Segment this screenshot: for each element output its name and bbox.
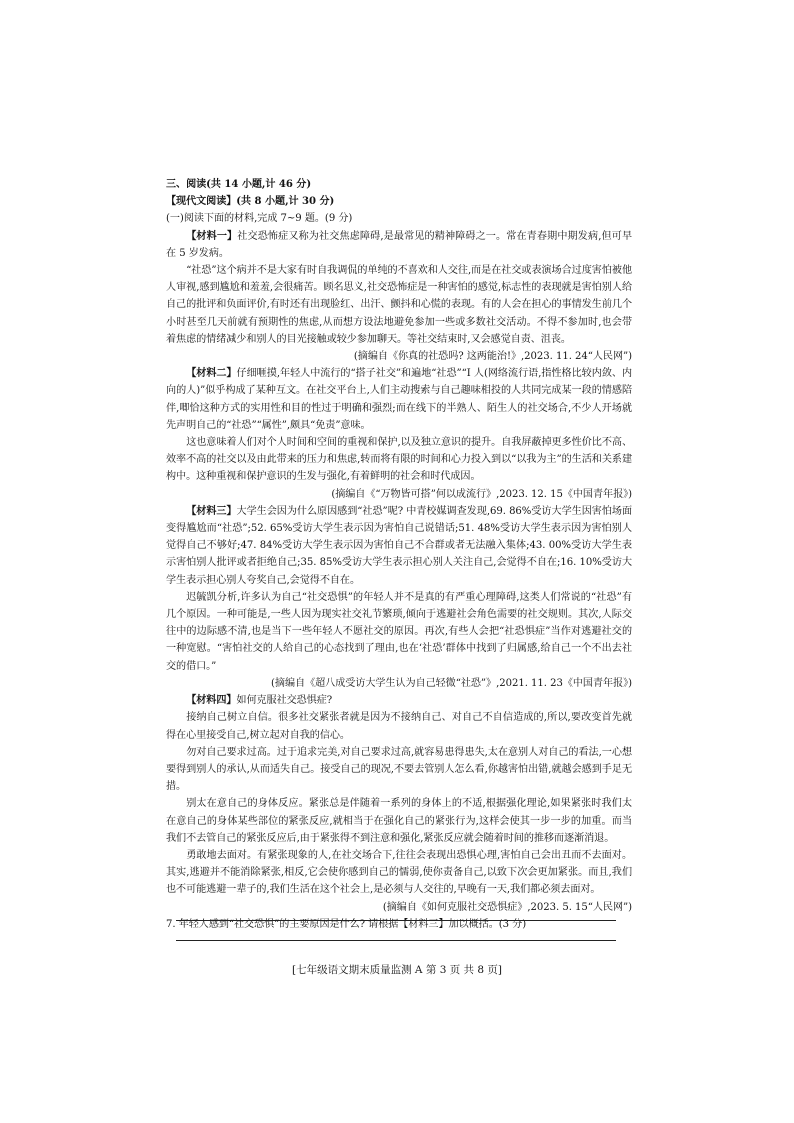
question-7: 7. 年轻人感到“社交恐惧”的主要原因是什么? 请根据【材料三】加以概括。(3 分) bbox=[166, 918, 527, 930]
material3-text1: 大学生会因为什么原因感到“社恐”呢? 中青校媒调查发现,69. 86%受访大学生因害怕场面变得尴尬而“社恐”;52. 65%受访大学生表示因为害怕自己说错话;51. 48%受访大学生表示因为害怕别人觉得自己不够好;47. 84%受访大学生表示因为害怕自己不合群或者无法融入集体;43. 00%受访大学生表示害怕别人批评或者拒绝自己;35. 85%受访大学生表示担心别人关注自己,会觉得不自在;16. 10%受访大学生表示担心别人夸奖自己,会觉得不自在。 bbox=[166, 505, 633, 586]
material4-para2: 勿对自己要求过高。过于追求完美,对自己要求过高,就容易患得患失,太在意别人对自己的看法,一心想要得到别人的承认,从而适失自己。接受自己的现况,不要去管别人怎么看,你越害怕出错,就越会感到手足无措。 bbox=[166, 746, 632, 793]
material3-para1 bbox=[166, 503, 632, 589]
part-intro: (一)阅读下面的材料,完成 7~9 题。(9 分) bbox=[166, 213, 353, 225]
material4-source: (摘编自《如何克服社交恐惧症》,2023. 5. 15“人民网”) bbox=[382, 901, 632, 913]
material2-text1: 仔细咂摸,年轻人中流行的“搭子社交”和遍地“社恐”“I 人(网络流行语,指性格比较内敛、内向的人)”似乎构成了某种互文。在社交平台上,人们主动搜索与自己趣味相投的人共同完成某一段的情感陪伴,唧恰这种方式的实用性和目的性过于明确和强烈;而在线下的半熟人、陌生人的社交场合,不少人开场就先声明自己的“社恐”“属性”,颇具“免责”意味。 bbox=[166, 368, 633, 431]
material3-para2: 迟毓凯分析,许多认为自己“社交恐惧”的年轻人并不是真的有严重心理障碍,这类人们常说的“社恐”有几个原因。一种可能是,一些人因为现实社交礼节繁琐,倾向于逃避社会角色需要的社交规则。其次,人际交往中的边际感不清,也是当下一些年轻人不愿社交的原因。再次,有些人会把“社恐惧症”当作对逃避社交的一种宽慰。“害怕社交的人给自己的心态找到了理由,也在‘社恐’群体中找到了归属感,给自己一个不出去社交的借口。” bbox=[166, 591, 632, 672]
material2-para1 bbox=[166, 365, 632, 434]
material1-text1: 社交恐怖症又称为社交焦虑障碍,是最常见的精神障碍之一。常在青春期中期发病,但可早在 5 岁发病。 bbox=[166, 230, 633, 259]
material4-title: 如何克服社交恐惧症? bbox=[236, 695, 333, 707]
page-footer: [七年级语文期末质量监测 A 第 3 页 共 8 页] bbox=[292, 964, 502, 976]
material3-source: (摘编自《超八成受访大学生认为自己轻微“社恐”》,2021. 11. 23《中国青年报》) bbox=[271, 677, 632, 689]
material1-para2: “社恐”这个病并不是大家有时自我调侃的单纯的不喜欢和人交往,而是在社交或表演场合过度害怕被他人审视,感到尴尬和羞羞,会很痛苦。顾名思义,社交恐怖症是一种害怕的感觉,标志性的表现就是害怕别人给自己的批评和负面评价,有时还有出现脸红、出汗、颤抖和心慌的表现。有的人会在担心的事情发生前几个小时甚至几天前就有预期性的焦虑,从而想方设法地避免参加一些或多数社交活动。不得不参加时,也会带着焦虑的情绪减少和别人的目光接触或较少参加聊天。等社交结束时,又会感觉自责、沮丧。 bbox=[166, 265, 632, 345]
material4-heading bbox=[166, 692, 632, 709]
material4-para3: 别太在意自己的身体反应。紧张总是伴随着一系列的身体上的不适,根据强化理论,如果紧张时我们太在意自己的身体某些部位的紧张反应,就相当于在强化自己的紧张行为,这样会使其一步一步的加重。而当我们不去管自己的紧张反应后,由于紧张得不到注意和强化,紧张反应就会随着时间的推移而逐渐消退。 bbox=[166, 798, 632, 844]
material2-para2: 这也意味着人们对个人时间和空间的重视和保护,以及独立意识的提升。自我屏蔽掉更多性价比不高、效率不高的社交以及由此带来的压力和焦虑,转而将有限的时间和心力投入到以“以我为主”的生活和关系建构中。这种重视和保护意识的生发与强化,有着鲜明的社会和时代成因。 bbox=[166, 437, 632, 483]
answer-line-1[interactable] bbox=[176, 920, 616, 921]
subsection-title: 【现代文阅读】(共 8 小题,计 30 分) bbox=[166, 196, 335, 208]
reading-section bbox=[166, 176, 632, 933]
section-title: 三、阅读(共 14 小题,计 46 分) bbox=[166, 179, 312, 190]
material1-source: (摘编自《你真的社恐吗? 这两能治!》,2023. 11. 24“人民网”) bbox=[353, 351, 632, 363]
material4-para1: 接纳自己树立自信。很多社交紧张者就是因为不接纳自己、对自己不自信造成的,所以,要改变首先就得在心里接受自己,树立起对自我的信心。 bbox=[166, 712, 632, 741]
material4-label: 【材料四】 bbox=[186, 695, 237, 707]
material2-label: 【材料二】 bbox=[186, 368, 237, 380]
material1-para1 bbox=[166, 228, 632, 262]
material4-para4: 勇敢地去面对。有紧张现象的人,在社交场合下,往往会表现出恐惧心理,害怕自己会出丑而不去面对。其实,逃避并不能消除紧张,相反,它会使你感到自己的懦弱,使你责备自己,以致下次会更加紧张。而且,我们也不可能逃避一辈子的,我们生活在这个社会上,是必须与人交往的,早晚有一天,我们都必须去面对。 bbox=[166, 849, 632, 896]
material1-label: 【材料一】 bbox=[186, 230, 238, 242]
material2-source: (摘编自《“万物皆可搭”何以成流行》,2023. 12. 15《中国青年报》) bbox=[331, 488, 632, 500]
answer-line-2[interactable] bbox=[176, 940, 616, 941]
material3-label: 【材料三】 bbox=[186, 505, 237, 517]
